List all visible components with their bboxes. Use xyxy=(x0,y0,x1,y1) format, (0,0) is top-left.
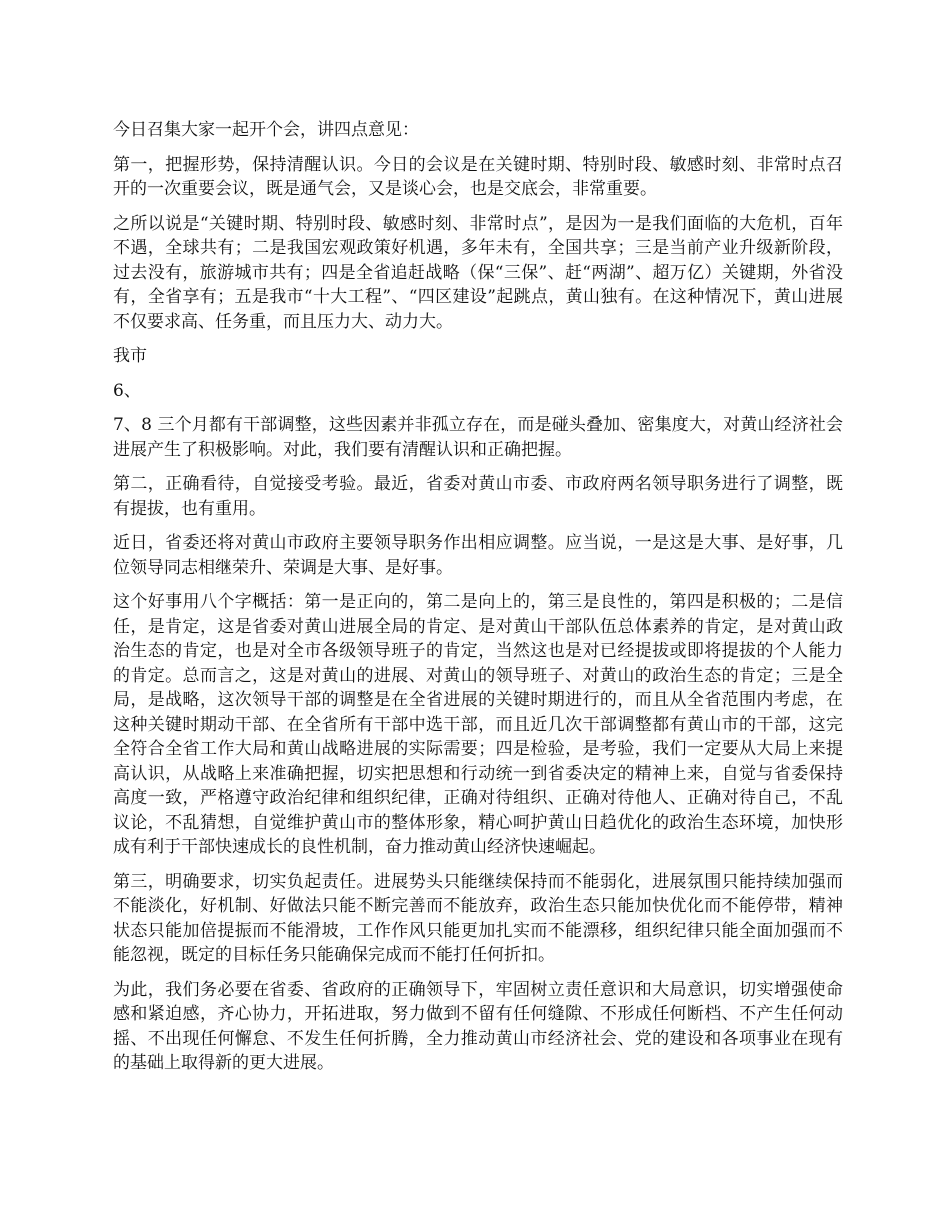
paragraph-fragment-six: 6、 xyxy=(113,380,141,401)
paragraph-intro: 今日召集大家一起开个会，讲四点意见： xyxy=(113,120,419,140)
document-body xyxy=(113,118,843,1086)
paragraph-recent-adjustment: 近日，省委还将对黄山市政府主要领导职务作出相应调整。应当说，一是这是大事、是好事，几位领导同志相继荣升、荣调是大事、是好事。 xyxy=(113,533,843,578)
paragraph-cadre-adjustment: 7、8 三个月都有干部调整，这些因素并非孤立存在，而是碰头叠加、密集度大，对黄山经济社会进展产生了积极影响。对此，我们要有清醒认识和正确把握。 xyxy=(113,415,843,460)
paragraph-point-one: 第一，把握形势，保持清醒认识。今日的会议是在关键时期、特别时段、敏感时刻、非常时点召开的一次重要会议，既是通气会，又是谈心会，也是交底会，非常重要。 xyxy=(113,154,843,199)
paragraph-conclusion: 为此，我们务必要在省委、省政府的正确领导下，牢固树立责任意识和大局意识，切实增强使命感和紧迫感，齐心协力，开拓进取，努力做到不留有任何缝隙、不形成任何断档、不产生任何动摇、不出现任何懈怠、不发生任何折腾，全力推动黄山市经济社会、党的建设和各项事业在现有的基础上取得新的更大进展。 xyxy=(113,979,843,1073)
paragraph-point-one-detail: 之所以说是“关键时期、特别时段、敏感时刻、非常时点”，是因为一是我们面临的大危机，百年不遇，全球共有；二是我国宏观政策好机遇，多年未有，全国共享；三是当前产业升级新阶段，过去没有，旅游城市共有；四是全省追赶战略（保“三保”、赶“两湖”、超万亿）关键期，外省没有，全省享有；五是我市“十大工程”、“四区建设”起跳点，黄山独有。在这种情况下，黄山进展不仅要求高、任务重，而且压力大、动力大。 xyxy=(113,213,843,332)
paragraph-point-three: 第三，明确要求，切实负起责任。进展势头只能继续保持而不能弱化，进展氛围只能持续加强而不能淡化，好机制、好做法只能不断完善而不能放弃，政治生态只能加快优化而不能停带，精神状态只能加倍提振而不能滑坡，工作作风只能更加扎实而不能漂移，组织纪律只能全面加强而不能忽视，既定的目标任务只能确保完成而不能打任何折扣。 xyxy=(113,871,843,965)
paragraph-point-two: 第二，正确看待，自觉接受考验。最近，省委对黄山市委、市政府两名领导职务进行了调整，既有提拔，也有重用。 xyxy=(113,474,843,519)
paragraph-fragment-city: 我市 xyxy=(113,346,147,366)
paragraph-good-news: 这个好事用八个字概括：第一是正向的，第二是向上的，第三是良性的，第四是积极的；二是信任，是肯定，这是省委对黄山进展全局的肯定、是对黄山干部队伍总体素养的肯定，是对黄山政治生态的肯定，也是对全市各级领导班子的肯定，当然这也是对已经提拔或即将提拔的个人能力的肯定。总而言之，这是对黄山的进展、对黄山的领导班子、对黄山的政治生态的肯定；三是全局，是战略，这次领导干部的调整是在全省进展的关键时期进行的，而且从全省范围内考虑，在这种关键时期动干部、在全省所有干部中选干部，而且近几次干部调整都有黄山市的干部，这完全符合全省工作大局和黄山战略进展的实际需要；四是检验，是考验，我们一定要从大局上来提高认识，从战略上来准确把握，切实把思想和行动统一到省委决定的精神上来，自觉与省委保持高度一致，严格遵守政治纪律和组织纪律，正确对待组织、正确对待他人、正确对待自己，不乱议论，不乱猜想，自觉维护黄山市的整体形象，精心呵护黄山日趋优化的政治生态环境，加快形成有利于干部快速成长的良性机制，奋力推动黄山经济快速崛起。 xyxy=(113,592,843,857)
